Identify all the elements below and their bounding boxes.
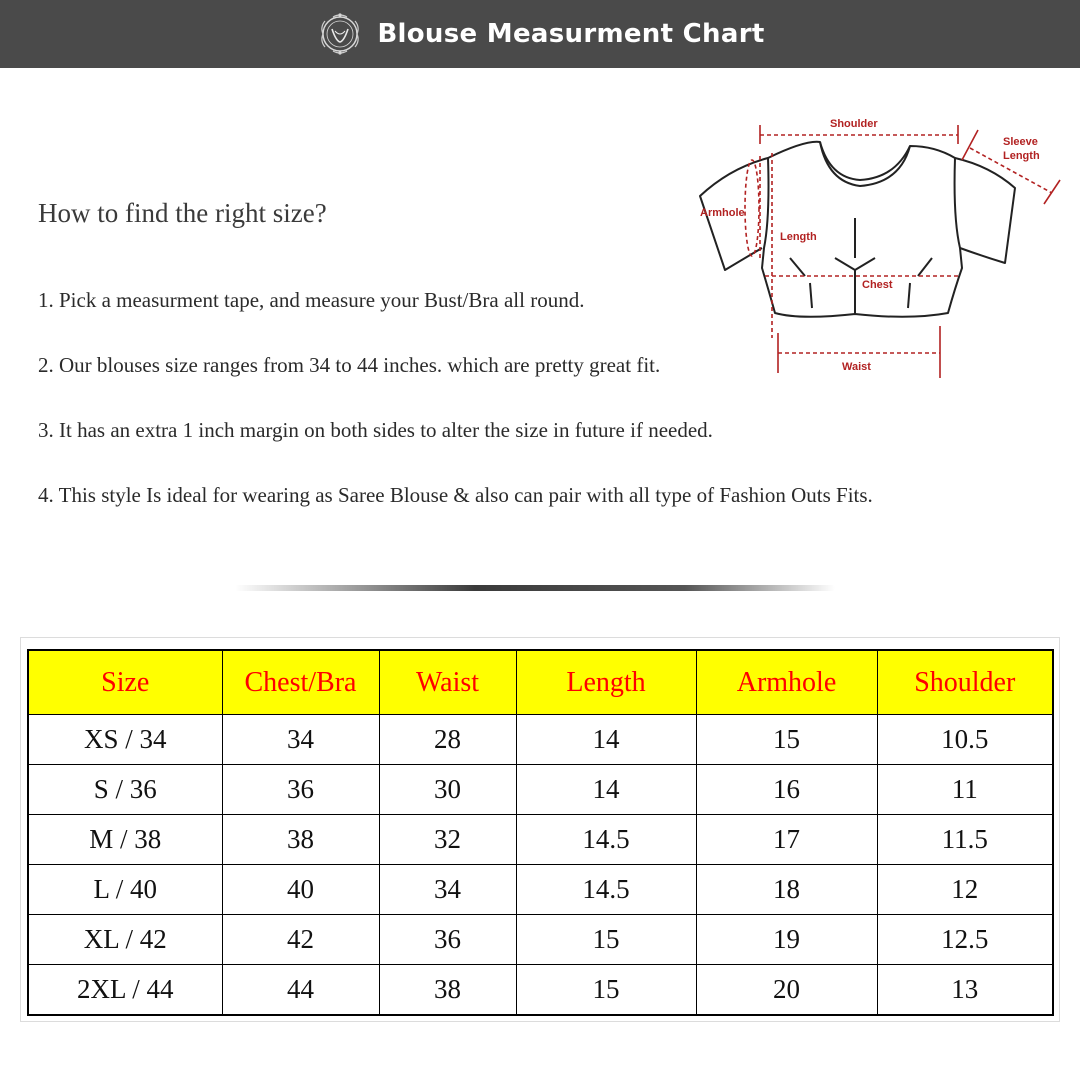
- cell-chest: 40: [222, 865, 379, 915]
- table-row: [28, 765, 1053, 815]
- cell-waist: 38: [379, 965, 516, 1016]
- table-row: [28, 865, 1053, 915]
- guide-heading: How to find the right size?: [38, 198, 327, 228]
- cell-chest: 44: [222, 965, 379, 1016]
- cell-length: 14.5: [516, 865, 696, 915]
- chest-label: Chest: [862, 279, 893, 291]
- cell-size: XS / 34: [28, 715, 222, 765]
- cell-armhole: 17: [696, 815, 877, 865]
- header-shoulder: Shoulder: [877, 650, 1053, 715]
- table-row: [28, 815, 1053, 865]
- cell-armhole: 20: [696, 965, 877, 1016]
- header-chest: Chest/Bra: [222, 650, 379, 715]
- cell-armhole: 16: [696, 765, 877, 815]
- section-divider: [235, 585, 835, 591]
- cell-size: 2XL / 44: [28, 965, 222, 1016]
- cell-shoulder: 13: [877, 965, 1053, 1016]
- armhole-label: Armhole: [700, 207, 745, 219]
- cell-armhole: 18: [696, 865, 877, 915]
- page-title: Blouse Measurment Chart: [377, 19, 765, 49]
- cell-waist: 32: [379, 815, 516, 865]
- cell-length: 14.5: [516, 815, 696, 865]
- sleeve-label-line2: Length: [1003, 150, 1040, 162]
- table-row: [28, 715, 1053, 765]
- cell-size: M / 38: [28, 815, 222, 865]
- cell-size: L / 40: [28, 865, 222, 915]
- header-armhole: Armhole: [696, 650, 877, 715]
- cell-waist: 34: [379, 865, 516, 915]
- cell-size: XL / 42: [28, 915, 222, 965]
- size-chart-table: [27, 649, 1054, 1016]
- sleeve-label-line1: Sleeve: [1003, 136, 1038, 148]
- guide-step-2: 2. Our blouses size ranges from 34 to 44 inches. which are pretty great fit.: [38, 353, 661, 377]
- header-waist: Waist: [379, 650, 516, 715]
- cell-waist: 36: [379, 915, 516, 965]
- waist-label: Waist: [842, 361, 871, 373]
- cell-length: 15: [516, 915, 696, 965]
- table-row: [28, 915, 1053, 965]
- table-row: [28, 965, 1053, 1016]
- cell-chest: 34: [222, 715, 379, 765]
- shoulder-label: Shoulder: [830, 118, 878, 130]
- cell-chest: 38: [222, 815, 379, 865]
- cell-chest: 36: [222, 765, 379, 815]
- cell-armhole: 19: [696, 915, 877, 965]
- table-header-row: [28, 650, 1053, 715]
- cell-waist: 28: [379, 715, 516, 765]
- guide-step-1: 1. Pick a measurment tape, and measure your Bust/Bra all round.: [38, 288, 585, 312]
- cell-length: 15: [516, 965, 696, 1016]
- header-size: Size: [28, 650, 222, 715]
- cell-shoulder: 11: [877, 765, 1053, 815]
- cell-chest: 42: [222, 915, 379, 965]
- header-length: Length: [516, 650, 696, 715]
- header-bar: [0, 0, 1080, 68]
- cell-shoulder: 12.5: [877, 915, 1053, 965]
- blouse-measurement-diagram: [670, 108, 1070, 388]
- cell-waist: 30: [379, 765, 516, 815]
- guide-step-4: 4. This style Is ideal for wearing as Saree Blouse & also can pair with all type of Fashion Outs Fits.: [38, 483, 873, 507]
- guide-step-3: 3. It has an extra 1 inch margin on both sides to alter the size in future if needed.: [38, 418, 713, 442]
- cell-shoulder: 10.5: [877, 715, 1053, 765]
- length-label: Length: [780, 231, 817, 243]
- cell-length: 14: [516, 715, 696, 765]
- cell-size: S / 36: [28, 765, 222, 815]
- cell-shoulder: 12: [877, 865, 1053, 915]
- cell-length: 14: [516, 765, 696, 815]
- cell-armhole: 15: [696, 715, 877, 765]
- ornamental-logo-icon: [315, 9, 365, 59]
- cell-shoulder: 11.5: [877, 815, 1053, 865]
